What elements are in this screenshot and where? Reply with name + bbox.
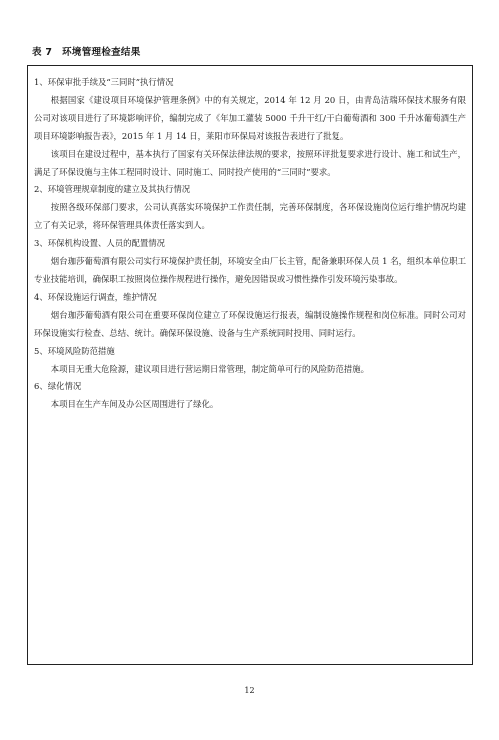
results-table [27,65,473,665]
section-1-paragraph-1: 根据国家《建设项目环境保护管理条例》中的有关规定，2014 年 12 月 20 日，由青岛洁瑞环保技术服务有限公司对该项目进行了环境影响评价，编制完成了《年加工灌装 5000 千升干红/干白葡萄酒和 300 千升冰葡萄酒生产项目环境影响报告表》，2015 年 1 月 14 日，莱阳市环保局对该报告表进行了批复。 [34,94,466,141]
table-title: 表 7 环境管理检查结果 [32,47,141,58]
section-5-heading: 5、环境风险防范措施 [34,345,115,356]
section-1-paragraph-2: 该项目在建设过程中，基本执行了国家有关环保法律法规的要求，按照环评批复要求进行设计、施工和试生产，满足了环保设施与主体工程同时设计、同时施工、同时投产使用的“三同时”要求。 [34,148,466,177]
section-6-heading: 6、绿化情况 [34,381,82,392]
section-5-paragraph-1: 本项目无重大危险源，建议项目进行营运期日常管理，制定简单可行的风险防范措施。 [50,363,370,374]
section-1-heading: 1、环保审批手续及“三同时”执行情况 [34,77,174,87]
section-6-paragraph-1: 本项目在生产车间及办公区周围进行了绿化。 [50,399,219,410]
section-2-heading: 2、环境管理规章制度的建立及其执行情况 [34,184,191,195]
section-3-paragraph-1: 烟台珈莎葡萄酒有限公司实行环境保护责任制，环境安全由厂长主管，配备兼职环保人员 1 名，组织本单位职工专业技能培训，确保职工按照岗位操作规程进行操作，避免因错误或习惯性操作引发环境污染事故。 [34,256,466,284]
section-3-heading: 3、环保机构设置、人员的配置情况 [34,238,165,249]
section-2-paragraph-1: 按照各级环保部门要求，公司认真落实环境保护工作责任制，完善环保制度，各环保设施岗位运行维护情况均建立了有关记录，将环保管理具体责任落实到人。 [34,202,466,231]
section-4-heading: 4、环保设施运行调查，维护情况 [34,291,157,302]
page-number: 12 [244,686,255,695]
results-content [34,74,466,414]
section-4-paragraph-1: 烟台珈莎葡萄酒有限公司在重要环保岗位建立了环保设施运行报表，编制设施操作规程和岗位标准。同时公司对环保设施实行检查、总结、统计。确保环保设施、设备与生产系统同时投用、同时运行。 [34,309,466,338]
